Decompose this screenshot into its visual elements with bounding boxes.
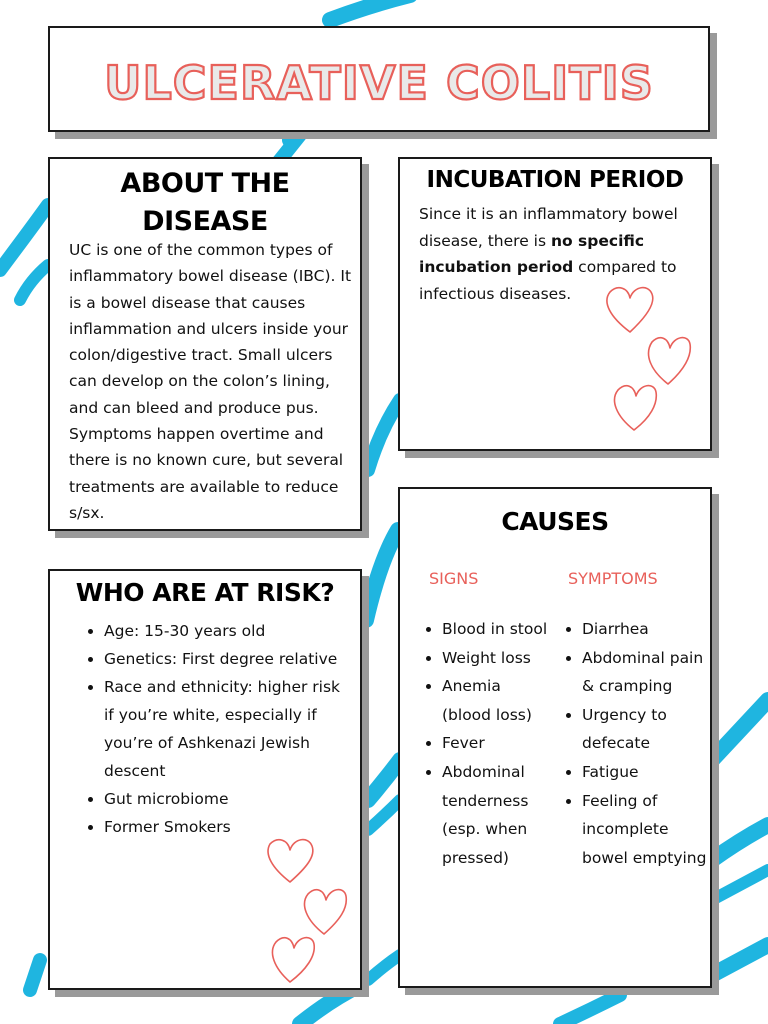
list-item: • Genetics: First degree relative: [104, 645, 342, 673]
incubation-body: Since it is an inflammatory bowel disease, there is no specific incubation period compared to infectious diseases.: [419, 205, 678, 303]
list-item: • Abdominal tenderness (esp. when pressed): [442, 758, 552, 872]
heart-icon: [607, 288, 653, 332]
signs-label: SIGNS: [429, 569, 479, 588]
list-item: • Anemia (blood loss): [442, 672, 552, 729]
list-item: • Fatigue: [582, 758, 710, 787]
symptoms-list: [540, 615, 710, 872]
svg-text:ULCERATIVE COLITIS: ULCERATIVE COLITIS: [104, 56, 654, 110]
heart-icon: [649, 338, 691, 384]
about-card: [48, 157, 362, 531]
list-item: • Former Smokers: [104, 813, 342, 841]
about-heading: ABOUT THE DISEASE: [120, 168, 290, 237]
page-title: [79, 44, 679, 114]
list-item: • Blood in stool: [442, 615, 552, 644]
symptoms-label: SYMPTOMS: [568, 569, 658, 588]
list-item: • Diarrhea: [582, 615, 710, 644]
list-item: • Urgency to defecate: [582, 701, 710, 758]
heart-icon: [615, 386, 657, 430]
hearts-decoration-bottom: [262, 834, 362, 986]
risk-list: [62, 617, 342, 841]
title-card: [48, 26, 710, 132]
heart-icon: [268, 840, 313, 882]
list-item: • Fever: [442, 729, 552, 758]
list-item: • Feeling of incomplete bowel emptying: [582, 787, 710, 873]
list-item: • Abdominal pain & cramping: [582, 644, 710, 701]
risk-heading: WHO ARE AT RISK?: [75, 578, 335, 607]
list-item: • Race and ethnicity: higher risk if you’re white, especially if you’re of Ashkenazi Jewish descent: [104, 673, 342, 785]
list-item: • Gut microbiome: [104, 785, 342, 813]
list-item: • Age: 15-30 years old: [104, 617, 342, 645]
signs-list: [400, 615, 552, 872]
causes-card: [398, 487, 712, 988]
causes-heading: CAUSES: [501, 507, 609, 536]
list-item: • Weight loss: [442, 644, 552, 673]
heart-icon: [272, 938, 314, 982]
heart-icon: [305, 890, 347, 934]
about-body: UC is one of the common types of inflammatory bowel disease (IBC). It is a bowel disease that causes inflammation and ulcers inside your colon/digestive tract. Small ulcers can develop on the colon’s lining, and can bleed and produce pus. Symptoms happen overtime and there is no known cure, but several treatments are available to reduce s/sx.: [69, 241, 352, 522]
hearts-decoration-top: [600, 282, 700, 434]
incubation-heading: INCUBATION PERIOD: [426, 167, 684, 193]
